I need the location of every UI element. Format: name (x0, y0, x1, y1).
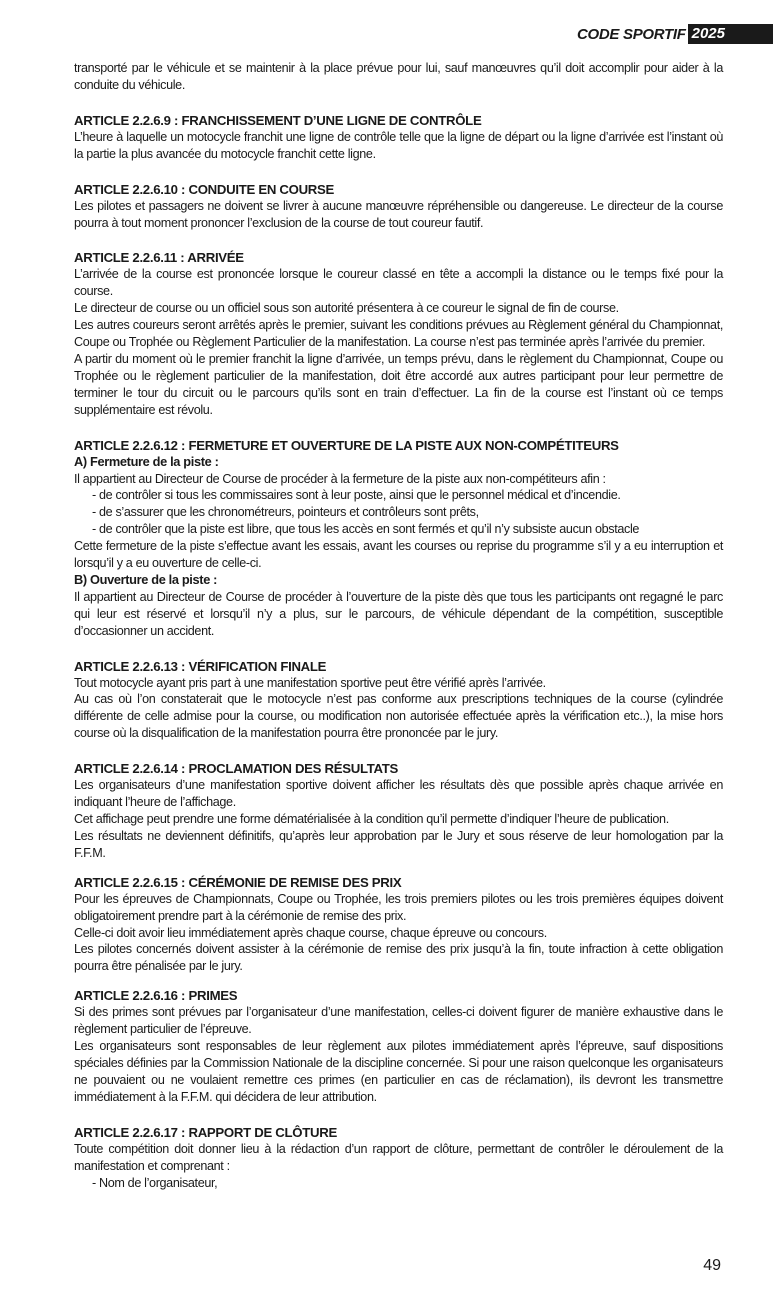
article-2-2-6-10 (74, 181, 723, 232)
article-title: ARTICLE 2.2.6.14 : PROCLAMATION DES RÉSULTATS (74, 761, 399, 777)
article-title: ARTICLE 2.2.6.16 : PRIMES (74, 988, 238, 1004)
list-item: - de contrôler que la piste est libre, que tous les accès en sont fermés et qu’il n’y subsiste aucun obstacle (92, 522, 640, 537)
article-2-2-6-9 (74, 112, 723, 163)
paragraph: L’heure à laquelle un motocycle franchit une ligne de contrôle telle que la ligne de départ ou la ligne d’arrivée est l’instant où la partie la plus avancée du motocycle franchit cette ligne. (74, 129, 723, 161)
paragraph: Les organisateurs sont responsables de leur règlement aux pilotes immédiatement après l’épreuve, sauf dispositions spéciales définies par la Commission Nationale de la discipline concernée. Si pour une raison quelconque les organisateurs ne pouvaient ou ne voulaient remettre ces primes (en particulier en cas de réclamation), ils devront les transmettre immédiatement à la F.F.M. qui décidera de leur attribution. (74, 1039, 723, 1104)
paragraph: Le directeur de course ou un officiel sous son autorité présentera à ce coureur le signal de fin de course. (74, 301, 619, 316)
subsection-title: B) Ouverture de la piste : (74, 571, 218, 587)
article-title: ARTICLE 2.2.6.12 : FERMETURE ET OUVERTURE DE LA PISTE AUX NON-COMPÉTITEURS (74, 437, 619, 453)
article-title: ARTICLE 2.2.6.11 : ARRIVÉE (74, 250, 244, 266)
paragraph: Les pilotes concernés doivent assister à la cérémonie de remise des prix jusqu’à la fin, toute infraction à cette obligation pourra être pénalisée par le jury. (74, 942, 723, 974)
paragraph: A partir du moment où le premier franchit la ligne d’arrivée, un temps prévu, dans le règlement du Championnat, Coupe ou Trophée ou le règlement particulier de la manifestation, doit être accordé aux autres participant pour leur permettre de terminer le tour du circuit ou le parcours qu’ils sont en train d’effectuer. La fin de la course est l’instant où ce temps supplémentaire est révolu. (74, 351, 723, 417)
paragraph: Les organisateurs d’une manifestation sportive doivent afficher les résultats dès que possible après chaque arrivée en indiquant l’heure de l’affichage. (74, 778, 723, 810)
article-title: ARTICLE 2.2.6.9 : FRANCHISSEMENT D’UNE LIGNE DE CONTRÔLE (74, 112, 482, 128)
page-number: 49 (703, 1257, 721, 1274)
article-title: ARTICLE 2.2.6.17 : RAPPORT DE CLÔTURE (74, 1124, 337, 1140)
list-item: - Nom de l’organisateur, (92, 1175, 218, 1190)
list-item: - de contrôler si tous les commissaires sont à leur poste, ainsi que le personnel médical et d’incendie. (92, 488, 621, 503)
paragraph: Les pilotes et passagers ne doivent se livrer à aucune manœuvre répréhensible ou dangereuse. Le directeur de la course pourra à tout moment prononcer l’exclusion de la course de tout coureur fautif. (74, 198, 723, 230)
list-item: - de s’assurer que les chronométreurs, pointeurs et contrôleurs sont prêts, (92, 505, 479, 520)
article-2-2-6-14 (74, 760, 723, 862)
article-2-2-6-12 (74, 437, 723, 640)
paragraph: Pour les épreuves de Championnats, Coupe ou Trophée, les trois premiers pilotes ou les trois premières équipes doivent obligatoirement prendre part à la cérémonie de remise des prix. (74, 891, 723, 923)
article-title: ARTICLE 2.2.6.10 : CONDUITE EN COURSE (74, 181, 335, 197)
running-header (577, 24, 773, 44)
page-content (74, 60, 723, 1191)
article-title: ARTICLE 2.2.6.13 : VÉRIFICATION FINALE (74, 658, 327, 674)
paragraph: Si des primes sont prévues par l’organisateur d’une manifestation, celles-ci doivent figurer de manière exhaustive dans le règlement particulier de l’épreuve. (74, 1005, 723, 1037)
paragraph: L’arrivée de la course est prononcée lorsque le coureur classé en tête a accompli la distance ou le temps fixé pour la course. (74, 267, 723, 299)
article-2-2-6-17 (74, 1124, 723, 1192)
paragraph: Les autres coureurs seront arrêtés après le premier, suivant les conditions prévues au Règlement général du Championnat, Coupe ou Trophée ou Règlement Particulier de la manifestation. La course n’est pas terminée après l’arrivée du premier. (74, 318, 723, 350)
article-title: ARTICLE 2.2.6.15 : CÉRÉMONIE DE REMISE DES PRIX (74, 874, 402, 890)
paragraph: Tout motocycle ayant pris part à une manifestation sportive peut être vérifié après l’arrivée. (74, 675, 546, 690)
paragraph: Les résultats ne deviennent définitifs, qu’après leur approbation par le Jury et sous réserve de leur homologation par la F.F.M. (74, 828, 723, 860)
subsection-title: A) Fermeture de la piste : (74, 453, 219, 469)
paragraph: Toute compétition doit donner lieu à la rédaction d’un rapport de clôture, permettant de contrôler le déroulement de la manifestation et comprenant : (74, 1141, 723, 1173)
paragraph: Il appartient au Directeur de Course de procéder à la fermeture de la piste aux non-compétiteurs afin : (74, 471, 606, 486)
article-2-2-6-16 (74, 987, 723, 1105)
paragraph: Au cas où l’on constaterait que le motocycle n’est pas conforme aux prescriptions techniques de la course (cylindrée différente de celle admise pour la course, ou modification non autorisée effectuée après la vérification etc..), la mise hors course où la disqualification de la manifestation pourra être prononcée par le jury. (74, 692, 723, 741)
article-2-2-6-11 (74, 249, 723, 418)
code-sportif-label: CODE SPORTIF (576, 25, 686, 43)
paragraph: Il appartient au Directeur de Course de procéder à l’ouverture de la piste dès que tous les participants ont regagné le parc qui leur est réservé et lorsqu’il n’y a plus, sur le parcours, de véhicule dépendant de la compétition, susceptible d’occasionner un accident. (74, 589, 723, 638)
article-2-2-6-15 (74, 874, 723, 976)
paragraph: Celle-ci doit avoir lieu immédiatement après chaque course, chaque épreuve ou concours. (74, 925, 547, 940)
year-badge: 2025 (688, 24, 773, 44)
intro-paragraph: transporté par le véhicule et se maintenir à la place prévue pour lui, sauf manœuvres qu’il doit accomplir pour aider à la conduite du véhicule. (74, 61, 723, 92)
article-2-2-6-13 (74, 658, 723, 743)
paragraph: Cette fermeture de la piste s’effectue avant les essais, avant les courses ou reprise du programme s’il y a eu interruption et lorsqu’il y a eu ouverture de celle-ci. (74, 539, 723, 571)
paragraph: Cet affichage peut prendre une forme dématérialisée à la condition qu’il permette d’indiquer l’heure de publication. (74, 812, 669, 826)
